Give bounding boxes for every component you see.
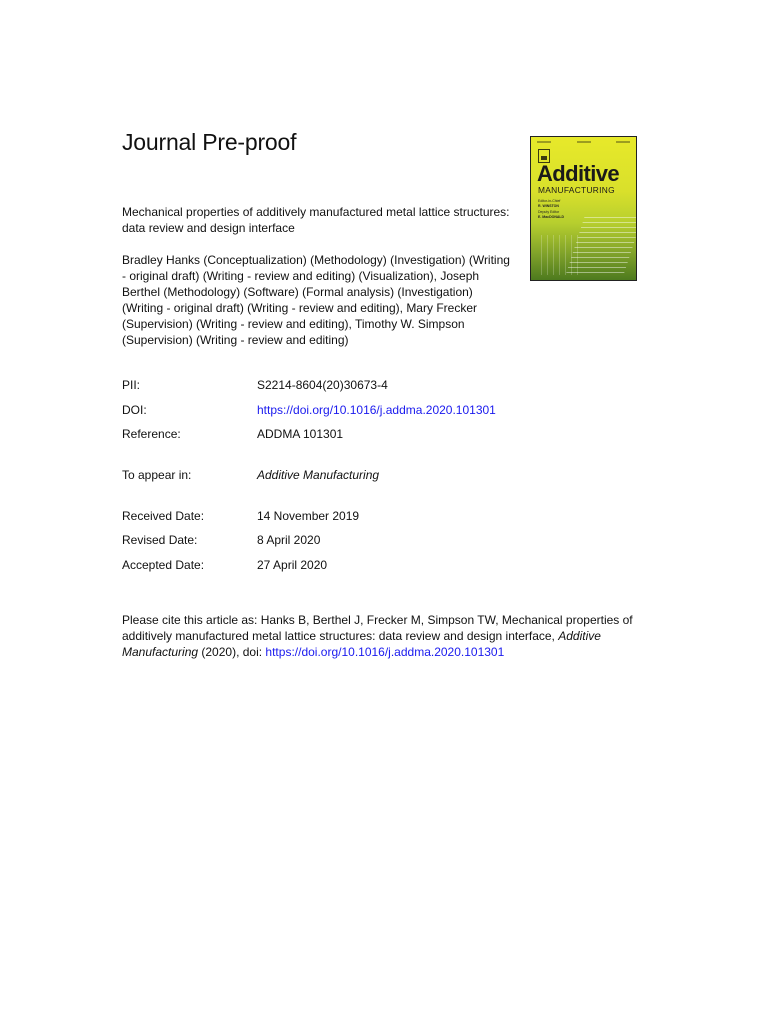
cover-editor-name-2: E. MacDONALD — [538, 215, 565, 219]
received-date-value: 14 November 2019 — [257, 509, 360, 523]
pii-value: S2214-8604(20)30673-4 — [257, 378, 388, 392]
citation-text: Please cite this article as: Hanks B, Berthel J, Frecker M, Simpson TW, Mechanical properties of additively manufactured metal lattice structures: data review and design interface, — [122, 613, 633, 643]
cover-title: Additive — [537, 161, 619, 186]
reference-label: Reference: — [122, 427, 181, 441]
author-list: Bradley Hanks (Conceptualization) (Methodology) (Investigation) (Writing - original draft) (Writing - review and editing) (Visualization), Joseph Berthel (Methodology) (Software) (Formal analysis) (Investigation) (Writing - original draft) (Writing - review and editing), Mary Frecker (Supervision) (Writing - review and editing), Timothy W. Simpson (Supervision) (Writing - review and editing) — [122, 253, 510, 347]
revised-date-value: 8 April 2020 — [257, 533, 321, 547]
accepted-date-label: Accepted Date: — [122, 558, 205, 572]
citation-journal: Additive Manufacturing — [122, 629, 601, 659]
article-title: Mechanical properties of additively manufactured metal lattice structures: data review and design interface — [122, 205, 510, 235]
citation-year: (2020), doi: — [198, 645, 266, 659]
doi-label: DOI: — [122, 403, 147, 417]
doi-link[interactable]: https://doi.org/10.1016/j.addma.2020.101301 — [257, 403, 496, 417]
citation-doi-link[interactable]: https://doi.org/10.1016/j.addma.2020.101301 — [265, 645, 505, 659]
appear-in-label: To appear in: — [122, 468, 192, 482]
revised-date-label: Revised Date: — [122, 533, 198, 547]
cover-editor-role-2: Deputy Editor — [538, 210, 560, 214]
cover-editor-role-1: Editor-in-Chief — [538, 199, 561, 203]
appear-in-journal: Additive Manufacturing — [257, 468, 380, 482]
page-title: Journal Pre-proof — [122, 129, 297, 155]
cover-subtitle: MANUFACTURING — [538, 185, 615, 195]
reference-value: ADDMA 101301 — [257, 427, 344, 441]
received-date-label: Received Date: — [122, 509, 205, 523]
citation-notice — [122, 612, 647, 660]
cover-grid-graphic — [541, 235, 581, 275]
cover-editor-name-1: R. WINSTON — [538, 204, 559, 208]
accepted-date-value: 27 April 2020 — [257, 558, 328, 572]
journal-cover-image — [530, 136, 637, 281]
cover-top-strip — [537, 141, 630, 146]
pii-label: PII: — [122, 378, 141, 392]
